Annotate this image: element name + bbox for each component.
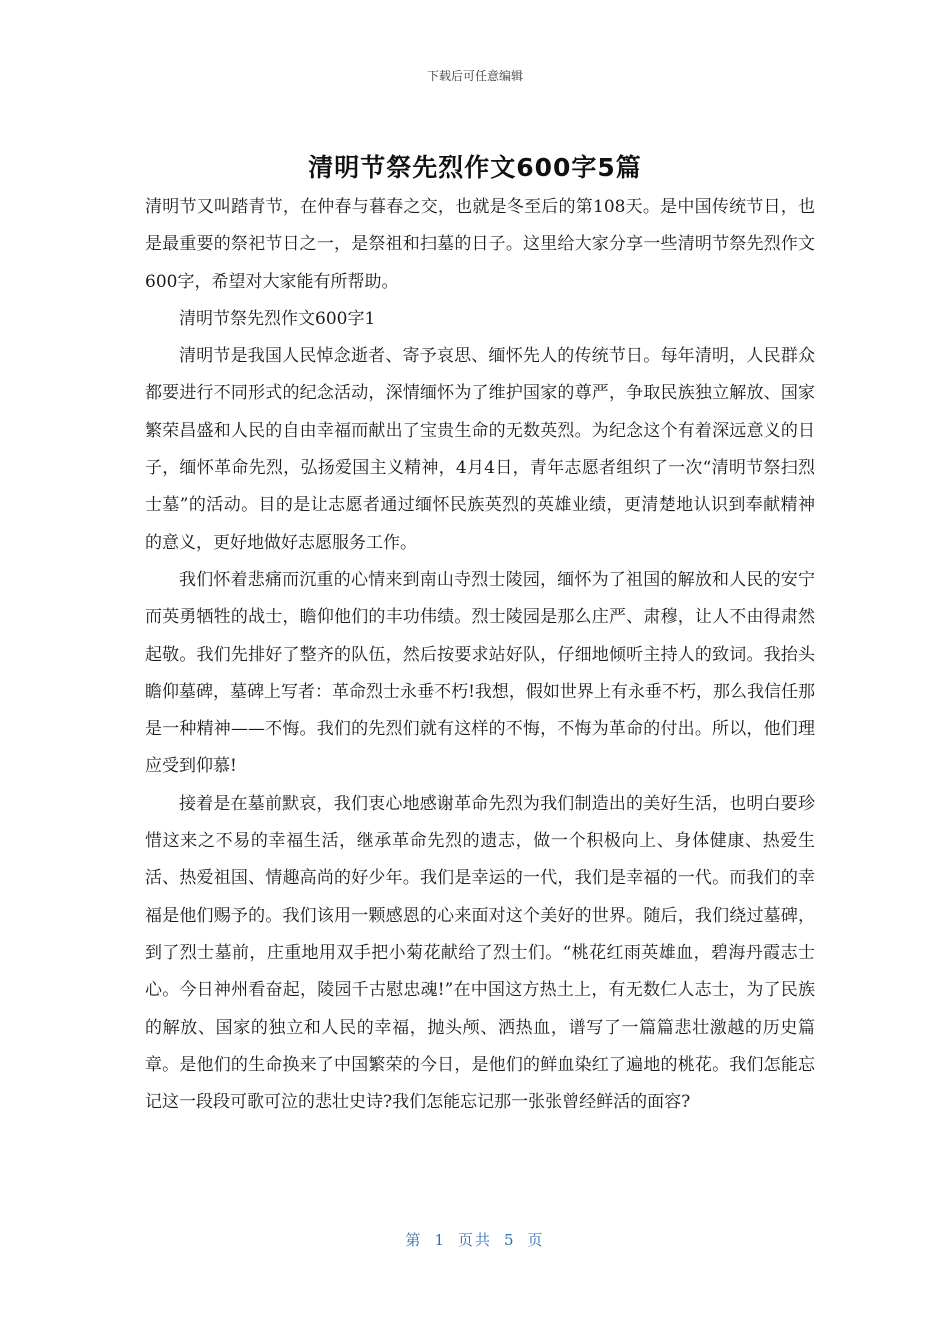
footer-page-number: 1 xyxy=(434,1231,446,1249)
body-paragraph: 我们怀着悲痛而沉重的心情来到南山寺烈士陵园，缅怀为了祖国的解放和人民的安宁而英勇牺牲的战士，瞻仰他们的丰功伟绩。烈士陵园是那么庄严、肃穆，让人不由得肃然起敬。我们先排好了整齐的队伍，然后按要求站好队，仔细地倾听主持人的致词。我抬头瞻仰墓碑，墓碑上写者：革命烈士永垂不朽!我想，假如世界上有永垂不朽，那么我信任那是一种精神——不悔。我们的先烈们就有这样的不悔，不悔为革命的付出。所以，他们理应受到仰慕! xyxy=(145,569,815,777)
footer-suffix: 页 xyxy=(527,1231,545,1249)
section-heading: 清明节祭先烈作文600字1 xyxy=(179,308,376,329)
header-note: 下载后可任意编辑 xyxy=(426,69,523,83)
footer-middle: 页共 xyxy=(457,1231,492,1249)
intro-paragraph: 清明节又叫踏青节，在仲春与暮春之交，也就是冬至后的第108天。是中国传统节日，也是最重要的祭祀节日之一，是祭祖和扫墓的日子。这里给大家分享一些清明节祭先烈作文600字，希望对大家能有所帮助。 xyxy=(145,197,815,292)
page-footer xyxy=(0,1229,950,1250)
body-paragraph: 接着是在墓前默哀，我们衷心地感谢革命先烈为我们制造出的美好生活，也明白要珍惜这来之不易的幸福生活，继承革命先烈的遗志，做一个积极向上、身体健康、热爱生活、热爱祖国、情趣高尚的好少年。我们是幸运的一代，我们是幸福的一代。而我们的幸福是他们赐予的。我们该用一颗感恩的心来面对这个美好的世界。随后，我们绕过墓碑，到了烈士墓前，庄重地用双手把小菊花献给了烈士们。“桃花红雨英雄血，碧海丹霞志士心。今日神州看奋起，陵园千古慰忠魂!”在中国这方热土上，有无数仁人志士，为了民族的解放、国家的独立和人民的幸福，抛头颅、洒热血，谱写了一篇篇悲壮激越的历史篇章。是他们的生命换来了中国繁荣的今日，是他们的鲜血染红了遍地的桃花。我们怎能忘记这一段段可歌可泣的悲壮史诗?我们怎能忘记那一张张曾经鲜活的面容? xyxy=(145,793,815,1113)
body-paragraph: 清明节是我国人民悼念逝者、寄予哀思、缅怀先人的传统节日。每年清明，人民群众都要进行不同形式的纪念活动，深情缅怀为了维护国家的尊严，争取民族独立解放、国家繁荣昌盛和人民的自由幸福而献出了宝贵生命的无数英烈。为纪念这个有着深远意义的日子，缅怀革命先烈，弘扬爱国主义精神，4月4日，青年志愿者组织了一次“清明节祭扫烈士墓”的活动。目的是让志愿者通过缅怀民族英烈的英雄业绩，更清楚地认识到奉献精神的意义，更好地做好志愿服务工作。 xyxy=(145,346,815,553)
footer-prefix: 第 xyxy=(405,1231,423,1249)
footer-total-pages: 5 xyxy=(504,1231,516,1249)
document-body xyxy=(145,189,815,1121)
document-title: 清明节祭先烈作文600字5篇 xyxy=(308,153,642,182)
